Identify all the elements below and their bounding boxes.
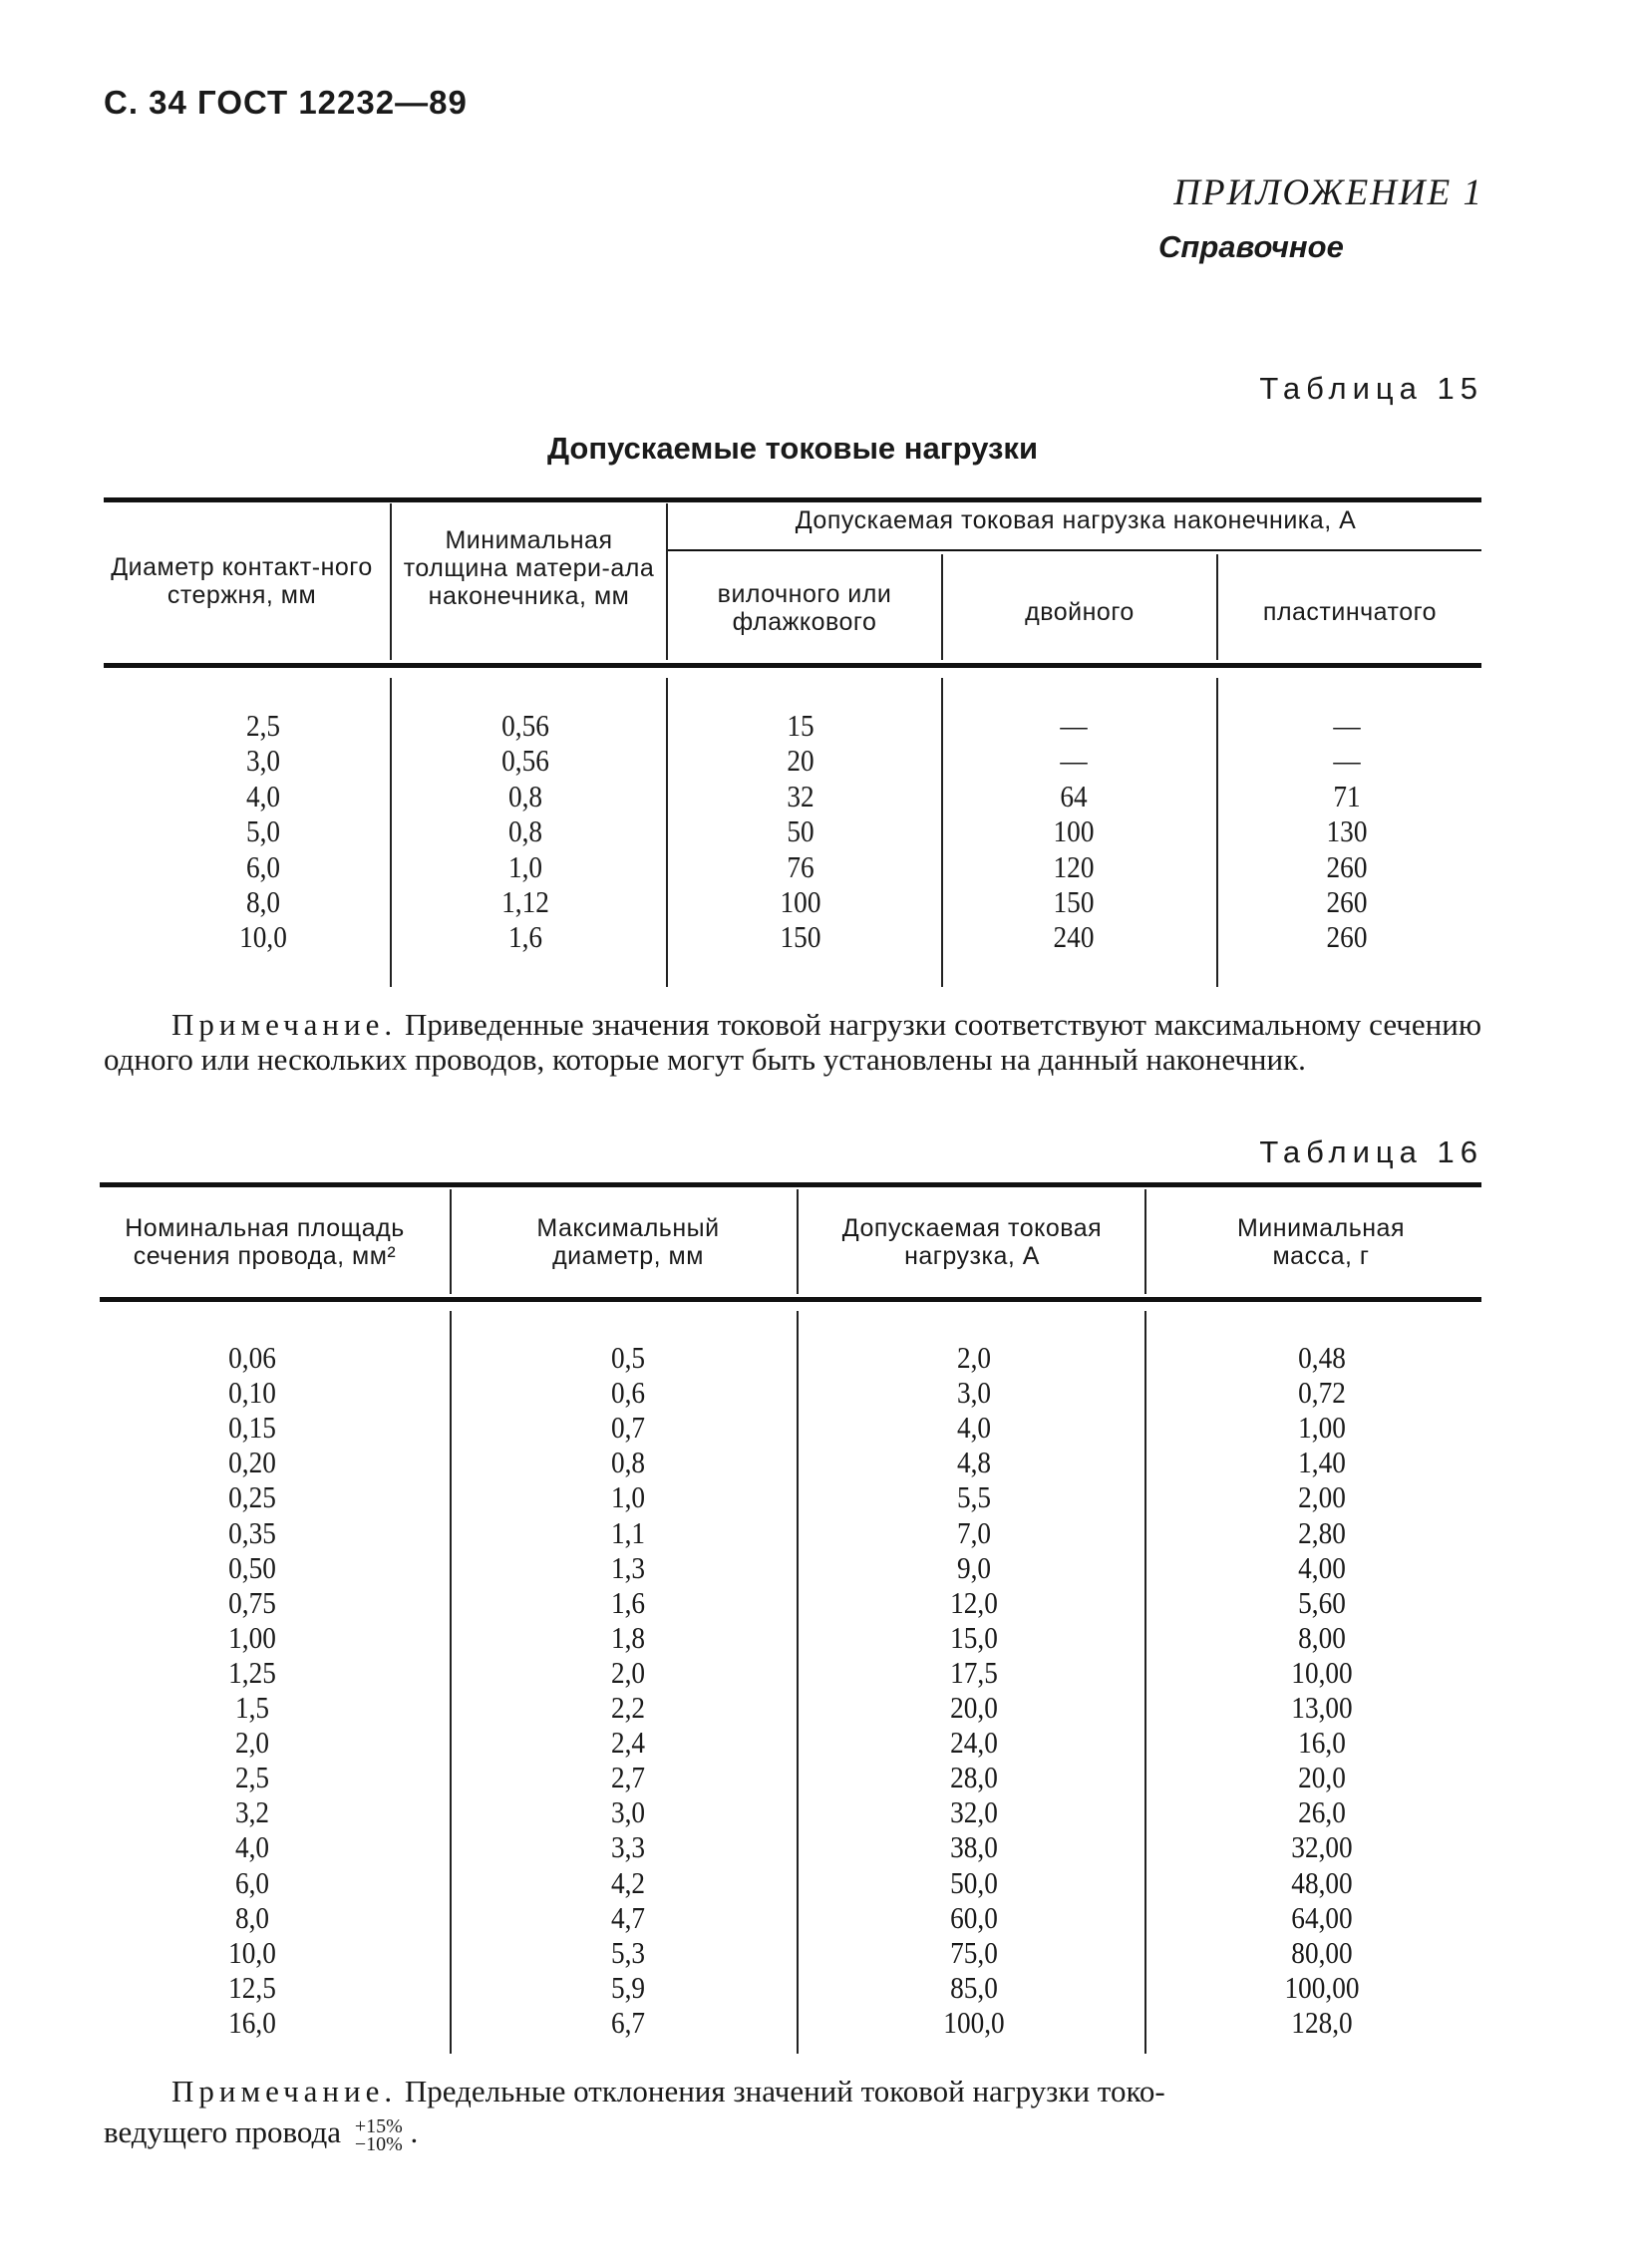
table16-cell-current: 9,0 bbox=[956, 1549, 992, 1585]
divider bbox=[797, 1311, 799, 2054]
divider bbox=[450, 1189, 452, 1294]
table15-title: Допускаемые токовые нагрузки bbox=[546, 431, 1039, 466]
table15-cell-double: 150 bbox=[1053, 884, 1095, 919]
table16-cell-mass: 16,0 bbox=[1298, 1725, 1346, 1761]
table16-cell-diameter: 0,8 bbox=[610, 1445, 646, 1480]
table16-top-rule bbox=[100, 1182, 1481, 1187]
table16-cell-diameter: 0,5 bbox=[610, 1340, 646, 1375]
table16-cell-mass: 10,00 bbox=[1291, 1654, 1353, 1690]
table16-cell-mass: 128,0 bbox=[1291, 2004, 1353, 2040]
table16-cell-current: 20,0 bbox=[950, 1690, 998, 1725]
table15-label: Таблица 15 bbox=[1259, 371, 1483, 406]
table16-cell-mass: 2,00 bbox=[1298, 1479, 1346, 1515]
table16-cell-area: 3,2 bbox=[234, 1794, 270, 1830]
table15-cell-diameter: 10,0 bbox=[239, 919, 287, 955]
table15-note bbox=[104, 1007, 1481, 1077]
table16-cell-diameter: 2,7 bbox=[610, 1760, 646, 1795]
table16-cell-mass: 4,00 bbox=[1298, 1549, 1346, 1585]
table16-header-rule bbox=[100, 1297, 1481, 1302]
table16-cell-diameter: 4,2 bbox=[610, 1864, 646, 1900]
table16-header-mass: Минимальная масса, г bbox=[1236, 1214, 1405, 1270]
table16-cell-area: 6,0 bbox=[234, 1864, 270, 1900]
table16-cell-current: 28,0 bbox=[950, 1760, 998, 1795]
table15-cell-fork: 50 bbox=[787, 813, 814, 849]
divider bbox=[941, 678, 943, 987]
table15-cell-thickness: 0,8 bbox=[507, 778, 543, 813]
table15-cell-plate: 260 bbox=[1326, 919, 1368, 955]
table16-cell-area: 1,5 bbox=[234, 1690, 270, 1725]
table15-header-group: Допускаемая токовая нагрузка наконечника, А bbox=[795, 506, 1357, 534]
divider bbox=[1144, 1189, 1146, 1294]
tolerance-plus: +15% bbox=[354, 2114, 403, 2137]
table15-cell-diameter: 2,5 bbox=[245, 708, 281, 743]
table15-header-fork: вилочного или флажкового bbox=[717, 580, 892, 636]
table15-cell-fork: 100 bbox=[780, 884, 821, 919]
table16-cell-diameter: 2,0 bbox=[610, 1654, 646, 1690]
table16-cell-mass: 1,00 bbox=[1298, 1410, 1346, 1446]
table15-cell-fork: 150 bbox=[780, 919, 821, 955]
table16-cell-mass: 64,00 bbox=[1291, 1899, 1353, 1935]
table16-cell-mass: 13,00 bbox=[1291, 1690, 1353, 1725]
table16-cell-current: 100,0 bbox=[943, 2004, 1005, 2040]
table16-cell-mass: 2,80 bbox=[1298, 1514, 1346, 1550]
table16-cell-diameter: 4,7 bbox=[610, 1899, 646, 1935]
table16-cell-area: 0,10 bbox=[228, 1375, 276, 1411]
table15-group-rule bbox=[667, 549, 1481, 551]
table15-cell-fork: 20 bbox=[787, 743, 814, 779]
divider bbox=[450, 1311, 452, 2054]
table15-cell-diameter: 8,0 bbox=[245, 884, 281, 919]
table15-cell-thickness: 1,12 bbox=[501, 884, 549, 919]
table16-cell-mass: 100,00 bbox=[1284, 1969, 1360, 2005]
table15-cell-plate: 260 bbox=[1326, 848, 1368, 884]
note-label: Примечание. bbox=[171, 2074, 398, 2108]
note-label: Примечание. bbox=[171, 1007, 398, 1042]
divider bbox=[1216, 678, 1218, 987]
table16-header-current: Допускаемая токовая нагрузка, А bbox=[841, 1214, 1103, 1270]
table16-cell-area: 1,25 bbox=[228, 1654, 276, 1690]
table16-cell-diameter: 1,8 bbox=[610, 1619, 646, 1655]
table16-cell-current: 2,0 bbox=[956, 1340, 992, 1375]
table16-cell-mass: 8,00 bbox=[1298, 1619, 1346, 1655]
table16-cell-area: 8,0 bbox=[234, 1899, 270, 1935]
divider bbox=[797, 1189, 799, 1294]
table16-cell-diameter: 2,2 bbox=[610, 1690, 646, 1725]
table16-cell-diameter: 1,1 bbox=[610, 1514, 646, 1550]
table15-cell-thickness: 0,56 bbox=[501, 708, 549, 743]
table15-header-double: двойного bbox=[1025, 598, 1135, 626]
table16-cell-mass: 26,0 bbox=[1298, 1794, 1346, 1830]
table16-cell-area: 10,0 bbox=[228, 1934, 276, 1970]
table16-cell-diameter: 1,6 bbox=[610, 1584, 646, 1620]
table15-cell-plate: 130 bbox=[1326, 813, 1368, 849]
table16-cell-diameter: 1,0 bbox=[610, 1479, 646, 1515]
table15-cell-fork: 76 bbox=[787, 848, 814, 884]
table16-cell-current: 17,5 bbox=[950, 1654, 998, 1690]
tolerance-minus: −10% bbox=[354, 2132, 403, 2155]
table16-cell-mass: 32,00 bbox=[1291, 1829, 1353, 1865]
note-text: Предельные отклонения значений токовой нагрузки токо- bbox=[404, 2074, 1165, 2108]
table16-cell-area: 16,0 bbox=[228, 2004, 276, 2040]
table16-cell-mass: 5,60 bbox=[1298, 1584, 1346, 1620]
table15-header-diameter: Диаметр контакт-ного стержня, мм bbox=[111, 553, 373, 609]
table16-cell-area: 0,75 bbox=[228, 1584, 276, 1620]
table16-cell-diameter: 1,3 bbox=[610, 1549, 646, 1585]
table16-cell-current: 50,0 bbox=[950, 1864, 998, 1900]
table16-cell-area: 2,5 bbox=[234, 1760, 270, 1795]
table16-label: Таблица 16 bbox=[1259, 1134, 1483, 1169]
table15-cell-plate: 260 bbox=[1326, 884, 1368, 919]
table15-header-rule bbox=[104, 663, 1481, 668]
table16-cell-area: 0,25 bbox=[228, 1479, 276, 1515]
table16-cell-area: 2,0 bbox=[234, 1725, 270, 1761]
appendix-type: Справочное bbox=[1158, 229, 1344, 264]
divider bbox=[666, 503, 668, 660]
table16-cell-current: 4,8 bbox=[956, 1445, 992, 1480]
table16-cell-diameter: 3,3 bbox=[610, 1829, 646, 1865]
table15-cell-double: 64 bbox=[1060, 778, 1088, 813]
table15-cell-thickness: 0,56 bbox=[501, 743, 549, 779]
table16-cell-area: 0,20 bbox=[228, 1445, 276, 1480]
table15-cell-diameter: 6,0 bbox=[245, 848, 281, 884]
table15-cell-fork: 15 bbox=[787, 708, 814, 743]
table16-cell-diameter: 5,3 bbox=[610, 1934, 646, 1970]
table16-cell-area: 12,5 bbox=[228, 1969, 276, 2005]
table15-cell-diameter: 3,0 bbox=[245, 743, 281, 779]
table15-cell-double: 100 bbox=[1053, 813, 1095, 849]
table16-cell-current: 5,5 bbox=[956, 1479, 992, 1515]
table16-cell-current: 85,0 bbox=[950, 1969, 998, 2005]
table16-cell-current: 32,0 bbox=[950, 1794, 998, 1830]
table16-note: Примечание. Предельные отклонения значений токовой нагрузки токо- ведущего провода +15% −10% . bbox=[104, 2074, 1165, 2155]
table15-cell-thickness: 1,6 bbox=[507, 919, 543, 955]
table16-header-diameter: Максимальный диаметр, мм bbox=[536, 1214, 720, 1270]
table16-cell-current: 75,0 bbox=[950, 1934, 998, 1970]
table16-cell-diameter: 2,4 bbox=[610, 1725, 646, 1761]
table16-cell-mass: 48,00 bbox=[1291, 1864, 1353, 1900]
table16-cell-diameter: 0,7 bbox=[610, 1410, 646, 1446]
table16-cell-area: 0,06 bbox=[228, 1340, 276, 1375]
divider bbox=[390, 678, 392, 987]
table15-cell-thickness: 1,0 bbox=[507, 848, 543, 884]
table15-cell-fork: 32 bbox=[787, 778, 814, 813]
table16-cell-current: 60,0 bbox=[950, 1899, 998, 1935]
divider bbox=[666, 678, 668, 987]
table16-cell-current: 4,0 bbox=[956, 1410, 992, 1446]
table15-cell-plate: — bbox=[1333, 708, 1361, 743]
table16-cell-mass: 0,48 bbox=[1298, 1340, 1346, 1375]
table16-cell-current: 15,0 bbox=[950, 1619, 998, 1655]
table16-cell-area: 0,35 bbox=[228, 1514, 276, 1550]
table16-cell-current: 24,0 bbox=[950, 1725, 998, 1761]
table16-cell-mass: 1,40 bbox=[1298, 1445, 1346, 1480]
table16-cell-mass: 20,0 bbox=[1298, 1760, 1346, 1795]
table16-cell-diameter: 6,7 bbox=[610, 2004, 646, 2040]
table16-cell-diameter: 5,9 bbox=[610, 1969, 646, 2005]
note-text-continued: ведущего провода bbox=[104, 2114, 342, 2149]
table16-cell-area: 1,00 bbox=[228, 1619, 276, 1655]
table15-cell-plate: — bbox=[1333, 743, 1361, 779]
table15-cell-double: 120 bbox=[1053, 848, 1095, 884]
table15-cell-double: 240 bbox=[1053, 919, 1095, 955]
table16-cell-current: 12,0 bbox=[950, 1584, 998, 1620]
table15-cell-diameter: 5,0 bbox=[245, 813, 281, 849]
table15-header-thickness: Минимальная толщина матери-ала наконечника, мм bbox=[403, 526, 655, 610]
table15-header-plate: пластинчатого bbox=[1262, 598, 1438, 626]
table15-top-rule bbox=[104, 497, 1481, 502]
table15-cell-double: — bbox=[1060, 708, 1088, 743]
table16-cell-area: 0,50 bbox=[228, 1549, 276, 1585]
table16-cell-diameter: 3,0 bbox=[610, 1794, 646, 1830]
appendix-title: ПРИЛОЖЕНИЕ 1 bbox=[1173, 172, 1483, 213]
table16-cell-mass: 80,00 bbox=[1291, 1934, 1353, 1970]
table16-cell-area: 4,0 bbox=[234, 1829, 270, 1865]
table16-cell-diameter: 0,6 bbox=[610, 1375, 646, 1411]
note-text: Приведенные значения токовой нагрузки соответствуют максимальному сечению одного или нескольких проводов, которые могут быть установлены на данный наконечник. bbox=[104, 1007, 1481, 1077]
table16-cell-area: 0,15 bbox=[228, 1410, 276, 1446]
table16-cell-current: 38,0 bbox=[950, 1829, 998, 1865]
table16-cell-mass: 0,72 bbox=[1298, 1375, 1346, 1411]
table15-cell-thickness: 0,8 bbox=[507, 813, 543, 849]
page-header: С. 34 ГОСТ 12232—89 bbox=[104, 84, 468, 121]
table16-cell-current: 3,0 bbox=[956, 1375, 992, 1411]
table15-cell-plate: 71 bbox=[1333, 778, 1361, 813]
table16-header-area: Номинальная площадь сечения провода, мм² bbox=[125, 1214, 405, 1270]
divider bbox=[1144, 1311, 1146, 2054]
table16-cell-current: 7,0 bbox=[956, 1514, 992, 1550]
table15-cell-diameter: 4,0 bbox=[245, 778, 281, 813]
table15-cell-double: — bbox=[1060, 743, 1088, 779]
